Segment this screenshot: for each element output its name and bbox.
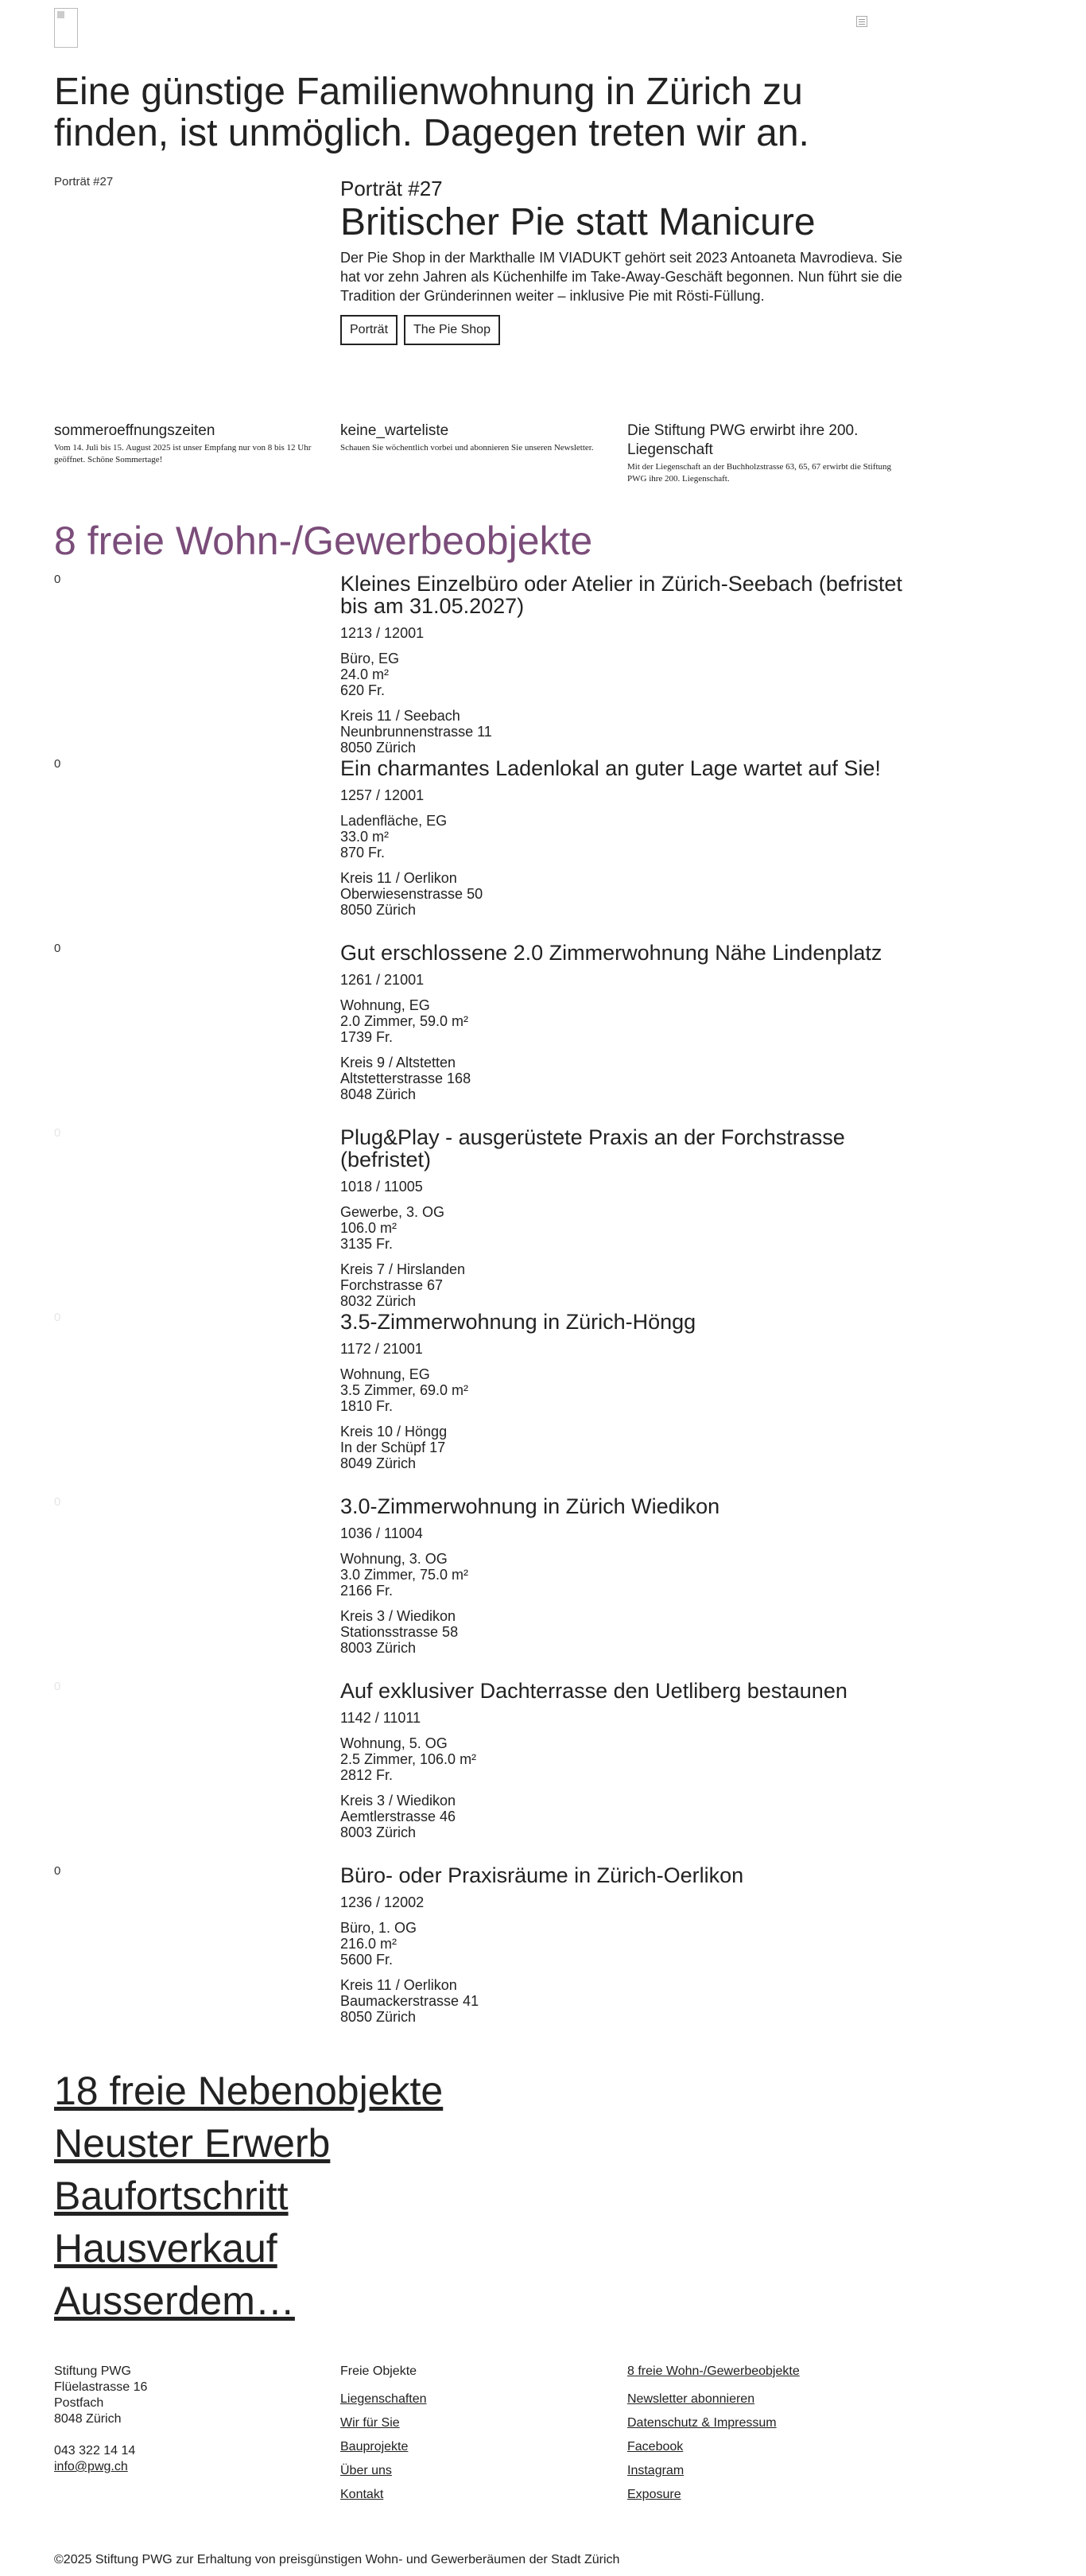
- object-city: 8003 Zürich: [340, 1640, 417, 1656]
- object-size: 2.0 Zimmer, 59.0 m²: [340, 1013, 469, 1029]
- object-title[interactable]: Gut erschlossene 2.0 Zimmerwohnung Nähe Lindenplatz: [340, 941, 882, 965]
- object-street: Oberwiesenstrasse 50: [340, 886, 483, 902]
- news-item[interactable]: [54, 422, 324, 466]
- portrait-overline: Porträt #27: [340, 177, 443, 200]
- logo-image[interactable]: [54, 8, 78, 48]
- object-city: 8003 Zürich: [340, 1824, 417, 1840]
- object-type: Gewerbe, 3. OG: [340, 1204, 445, 1220]
- object-district: Kreis 10 / Höngg: [340, 1424, 448, 1440]
- object-city: 8032 Zürich: [340, 1293, 417, 1309]
- object-price: 3135 Fr.: [340, 1236, 394, 1252]
- object-size: 3.5 Zimmer, 69.0 m²: [340, 1382, 469, 1398]
- object-info: [340, 1311, 913, 1481]
- object-type: Büro, 1. OG: [340, 1920, 417, 1936]
- news-item[interactable]: [627, 422, 898, 485]
- link-baufortschritt[interactable]: Baufortschritt: [54, 2174, 289, 2218]
- object-ref: 1261 / 21001: [340, 972, 425, 988]
- object-title[interactable]: 3.5-Zimmerwohnung in Zürich-Höngg: [340, 1310, 696, 1334]
- object-item[interactable]: [54, 1495, 976, 1680]
- portrait-teaser: [54, 175, 976, 422]
- object-info: [340, 757, 913, 927]
- footer-link-wir-fuer-sie[interactable]: Wir für Sie: [340, 2416, 400, 2430]
- footer-freie-objekte: Freie Objekte: [340, 2364, 417, 2378]
- object-image[interactable]: 0: [54, 1126, 61, 1140]
- object-type: Wohnung, EG: [340, 997, 430, 1013]
- footer-email-link[interactable]: info@pwg.ch: [54, 2460, 128, 2473]
- object-city: 8050 Zürich: [340, 740, 417, 756]
- object-ref: 1213 / 12001: [340, 625, 425, 641]
- footer-city: 8048 Zürich: [54, 2412, 122, 2426]
- object-price: 1810 Fr.: [340, 1398, 394, 1414]
- object-type: Ladenfläche, EG: [340, 813, 448, 829]
- footer-link-instagram[interactable]: Instagram: [627, 2464, 685, 2477]
- object-price: 2812 Fr.: [340, 1767, 394, 1783]
- footer-phone: 043 322 14 14: [54, 2444, 136, 2457]
- object-info: [340, 573, 913, 765]
- object-street: Altstetterstrasse 168: [340, 1070, 471, 1086]
- news-image: Die Stiftung PWG erwirbt ihre 200. Liegenschaft: [627, 422, 859, 458]
- object-title[interactable]: Kleines Einzelbüro oder Atelier in Zürich-Seebach (befristet bis am 31.05.2027): [340, 572, 902, 618]
- footer-link-liegenschaften[interactable]: Liegenschaften: [340, 2392, 427, 2406]
- news-item[interactable]: [340, 422, 611, 454]
- footer-postbox: Postfach: [54, 2396, 104, 2410]
- news-text: Mit der Liegenschaft an der Buchholzstrasse 63, 65, 67 erwirbt die Stiftung PWG ihre 200. Liegenschaft.: [627, 462, 892, 484]
- object-size: 3.0 Zimmer, 75.0 m²: [340, 1567, 469, 1583]
- object-info: [340, 1680, 913, 1850]
- object-city: 8050 Zürich: [340, 2009, 417, 2025]
- footer-link-exposure[interactable]: Exposure: [627, 2488, 681, 2501]
- object-type: Wohnung, 5. OG: [340, 1735, 448, 1751]
- object-ref: 1172 / 21001: [340, 1341, 423, 1357]
- big-links: [54, 2065, 976, 2327]
- object-street: Aemtlerstrasse 46: [340, 1809, 456, 1824]
- page-headline: Eine günstige Familienwohnung in Zürich zu finden, ist unmöglich. Dagegen treten wir an.: [54, 71, 809, 154]
- object-district: Kreis 7 / Hirslanden: [340, 1261, 466, 1277]
- object-info: [340, 1864, 913, 2034]
- link-hausverkauf[interactable]: Hausverkauf: [54, 2226, 277, 2271]
- object-size: 2.5 Zimmer, 106.0 m²: [340, 1751, 477, 1767]
- object-info: [340, 1126, 913, 1319]
- object-image[interactable]: 0: [54, 1864, 61, 1878]
- object-type: Büro, EG: [340, 651, 400, 666]
- footer-link-facebook[interactable]: Facebook: [627, 2440, 684, 2454]
- footer-link-ueber-uns[interactable]: Über uns: [340, 2464, 392, 2477]
- link-ausserdem[interactable]: Ausserdem…: [54, 2279, 295, 2323]
- news-image: keine_warteliste: [340, 422, 449, 439]
- object-item[interactable]: [54, 757, 976, 942]
- object-item[interactable]: [54, 942, 976, 1126]
- footer-link-datenschutz[interactable]: Datenschutz & Impressum: [627, 2416, 777, 2430]
- object-street: Neunbrunnenstrasse 11: [340, 724, 492, 740]
- object-size: 106.0 m²: [340, 1220, 398, 1236]
- footer-link-freie-objekte[interactable]: 8 freie Wohn-/Gewerbeobjekte: [627, 2364, 800, 2378]
- link-nebenobjekte[interactable]: 18 freie Nebenobjekte: [54, 2069, 444, 2113]
- object-district: Kreis 11 / Oerlikon: [340, 1977, 457, 1993]
- object-item[interactable]: [54, 1311, 976, 1495]
- object-image[interactable]: 0: [54, 942, 61, 955]
- link-neuster-erwerb[interactable]: Neuster Erwerb: [54, 2121, 331, 2166]
- object-size: 216.0 m²: [340, 1936, 398, 1952]
- object-title[interactable]: Plug&Play - ausgerüstete Praxis an der Forchstrasse (befristet): [340, 1125, 845, 1171]
- object-image[interactable]: 0: [54, 1680, 61, 1693]
- object-ref: 1018 / 11005: [340, 1179, 423, 1195]
- object-title[interactable]: Ein charmantes Ladenlokal an guter Lage wartet auf Sie!: [340, 756, 881, 780]
- object-street: Forchstrasse 67: [340, 1277, 444, 1293]
- objects-heading: 8 freie Wohn-/Gewerbeobjekte: [54, 519, 593, 563]
- portrait-content: [340, 175, 968, 345]
- footer-link-newsletter[interactable]: Newsletter abonnieren: [627, 2392, 755, 2406]
- portrait-text: Der Pie Shop in der Markthalle IM VIADUKT gehört seit 2023 Antoaneta Mavrodieva. Sie hat vor zehn Jahren als Küchenhilfe im Take-Away-Geschäft begonnen. Nun führt sie die Tradition der Gründerinnen weiter – inklusive Pie mit Rösti-Füllung.: [340, 250, 903, 304]
- object-price: 870 Fr.: [340, 845, 386, 861]
- object-item[interactable]: [54, 1126, 976, 1311]
- object-type: Wohnung, 3. OG: [340, 1551, 448, 1567]
- object-district: Kreis 3 / Wiedikon: [340, 1793, 456, 1809]
- object-district: Kreis 11 / Oerlikon: [340, 870, 457, 886]
- object-price: 1739 Fr.: [340, 1029, 394, 1045]
- menu-icon[interactable]: [856, 16, 867, 27]
- copyright: ©2025 Stiftung PWG zur Erhaltung von preisgünstigen Wohn- und Gewerberäumen der Stadt Zürich: [54, 2553, 620, 2566]
- object-district: Kreis 11 / Seebach: [340, 708, 460, 724]
- object-district: Kreis 3 / Wiedikon: [340, 1608, 456, 1624]
- footer-link-bauprojekte[interactable]: Bauprojekte: [340, 2440, 409, 2454]
- news-row: [54, 422, 976, 517]
- object-city: 8050 Zürich: [340, 902, 417, 918]
- object-title[interactable]: Büro- oder Praxisräume in Zürich-Oerlikon: [340, 1863, 744, 1887]
- object-title[interactable]: Auf exklusiver Dachterrasse den Uetliberg bestaunen: [340, 1679, 847, 1703]
- object-size: 33.0 m²: [340, 829, 390, 845]
- object-image[interactable]: 0: [54, 1495, 61, 1509]
- object-street: Baumackerstrasse 41: [340, 1993, 479, 2009]
- object-price: 2166 Fr.: [340, 1583, 394, 1599]
- news-text: Vom 14. Juli bis 15. August 2025 ist unser Empfang nur von 8 bis 12 Uhr geöffnet. Schöne Sommertage!: [54, 443, 312, 464]
- page: [54, 0, 976, 2523]
- pie-shop-button[interactable]: The Pie Shop: [404, 315, 500, 345]
- portrait-title: Britischer Pie statt Manicure: [340, 201, 816, 243]
- object-city: 8049 Zürich: [340, 1455, 417, 1471]
- object-list: [54, 573, 976, 2049]
- object-street: In der Schüpf 17: [340, 1440, 446, 1455]
- footer-org: Stiftung PWG: [54, 2364, 131, 2378]
- object-price: 620 Fr.: [340, 682, 386, 698]
- object-street: Stationsstrasse 58: [340, 1624, 459, 1640]
- object-info: [340, 1495, 913, 1665]
- object-type: Wohnung, EG: [340, 1366, 430, 1382]
- object-ref: 1257 / 12001: [340, 787, 425, 803]
- news-image: sommeroeffnungszeiten: [54, 422, 215, 439]
- object-city: 8048 Zürich: [340, 1086, 417, 1102]
- footer-link-kontakt[interactable]: Kontakt: [340, 2488, 384, 2501]
- object-ref: 1036 / 11004: [340, 1525, 423, 1541]
- object-item[interactable]: [54, 1864, 976, 2049]
- object-price: 5600 Fr.: [340, 1952, 394, 1968]
- object-info: [340, 942, 913, 1112]
- footer-nav: [340, 2364, 427, 2507]
- object-district: Kreis 9 / Altstetten: [340, 1055, 456, 1070]
- object-image[interactable]: 0: [54, 757, 61, 771]
- object-title[interactable]: 3.0-Zimmerwohnung in Zürich Wiedikon: [340, 1494, 720, 1518]
- topbar: [54, 0, 976, 72]
- footer: [54, 2364, 976, 2523]
- object-item[interactable]: [54, 573, 976, 757]
- object-size: 24.0 m²: [340, 666, 390, 682]
- object-ref: 1142 / 11011: [340, 1710, 421, 1726]
- footer-address: [54, 2364, 147, 2475]
- portrait-button[interactable]: Porträt: [340, 315, 398, 345]
- object-image[interactable]: 0: [54, 573, 61, 586]
- portrait-image[interactable]: Porträt #27: [54, 175, 114, 188]
- object-ref: 1236 / 12002: [340, 1894, 425, 1910]
- footer-street: Flüelastrasse 16: [54, 2380, 148, 2394]
- object-image[interactable]: 0: [54, 1311, 61, 1324]
- object-item[interactable]: [54, 1680, 976, 1864]
- news-text: Schauen Sie wöchentlich vorbei und abonnieren Sie unseren Newsletter.: [340, 443, 594, 453]
- footer-links: [627, 2364, 800, 2507]
